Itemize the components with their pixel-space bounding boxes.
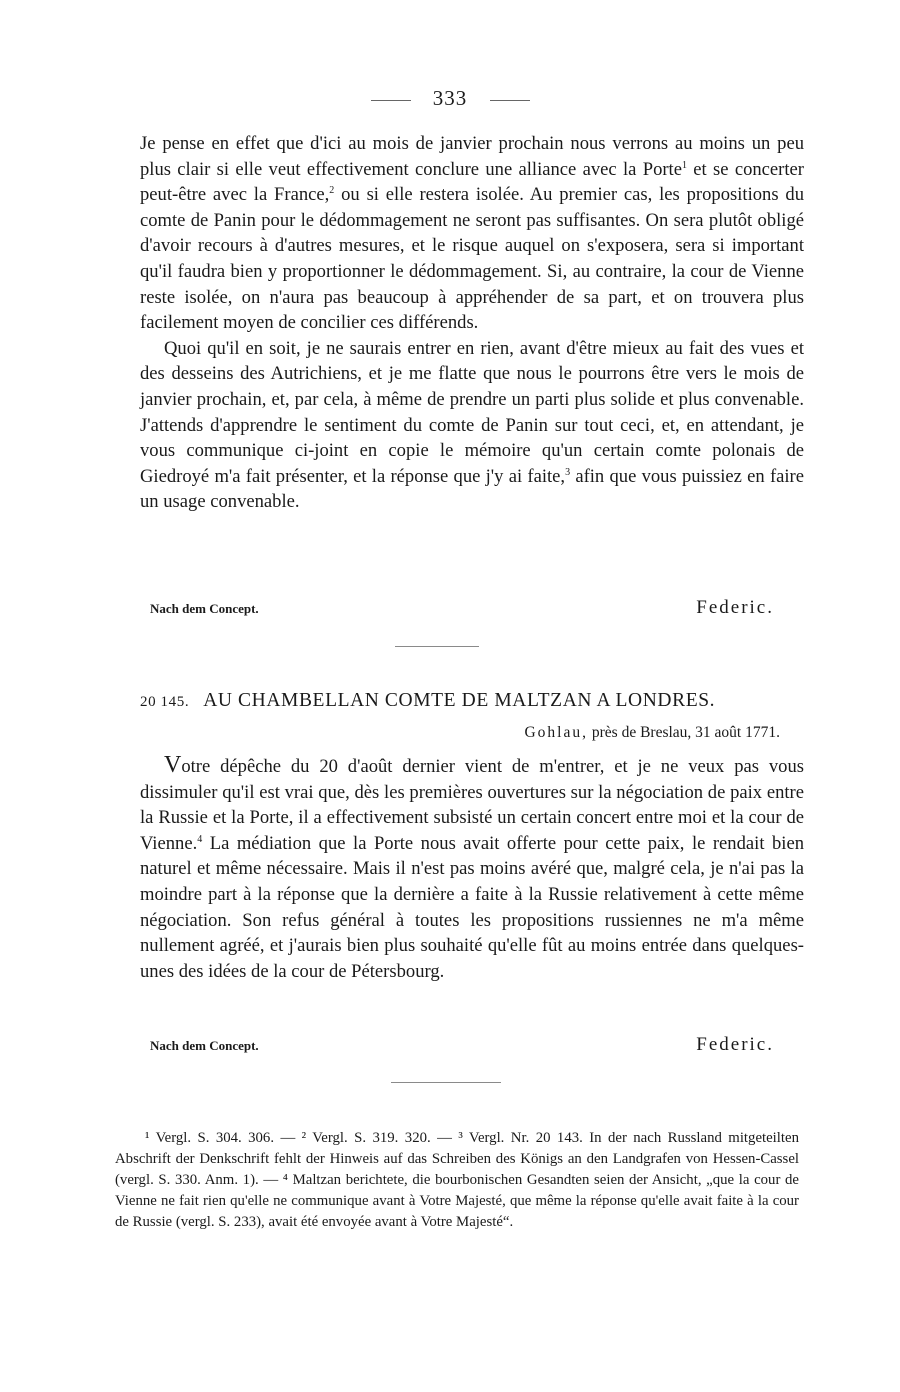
footnotes — [115, 1128, 799, 1233]
letter-2-paragraph-1 — [140, 753, 804, 984]
paragraph-text: otre dépêche du 20 d'août dernier vient de m'entrer, et je ne veux pas vous dissimuler qu'il est vrai que, dès les premières ouvertures sur la négociation de paix entre la Russie et la Porte, il a effectivement subsisté un certain concert entre moi et la cour de Vienne. — [140, 756, 804, 854]
paragraph-text: et se concerter peut-être avec la France, — [140, 158, 804, 206]
letter-2-closing — [140, 1034, 774, 1056]
document-number: 20 145. — [140, 694, 190, 710]
place-name: Gohlau, — [524, 724, 588, 741]
signature: Federic. — [696, 597, 774, 618]
source-note: Nach dem Concept. — [150, 1038, 259, 1053]
section-divider — [395, 646, 479, 647]
header-rule-right — [490, 100, 530, 101]
paragraph-text: Je pense en effet que d'ici au mois de janvier prochain nous verrons au moins un peu plus clair si elle veut effectivement conclure une alliance avec la Porte — [140, 133, 804, 180]
addressee-heading: AU CHAMBELLAN COMTE DE MALTZAN A LONDRES. — [203, 690, 716, 711]
place-date-line — [140, 724, 780, 742]
letter-1-closing — [140, 597, 774, 619]
letter-1-body — [140, 131, 804, 515]
letter-2-body — [140, 753, 804, 984]
footnotes-text: ¹ Vergl. S. 304. 306. — ² Vergl. S. 319. 320. — ³ Vergl. Nr. 20 143. In der nach Russland mitgeteilten Abschrift der Denkschrift fehlt der Hinweis auf das Schreiben des Königs an den Landgrafen von Hessen-Cassel (vergl. S. 330. Anm. 1). — ⁴ Maltzan berichtete, die bourbonischen Gesandten seien der Ansicht, „que la cour de Vienne ne fait rien qu'elle ne communique avant à Votre Majesté, que même la réponse qu'elle avait faite à la cour de Russie (vergl. S. 233), avait été envoyée avant à Votre Majesté“. — [115, 1130, 799, 1230]
footnote-marker-1: 1 — [681, 159, 687, 171]
footnote-marker-3: 3 — [565, 466, 571, 478]
footnote-marker-4: 4 — [197, 833, 203, 845]
letter-1-paragraph-2 — [140, 336, 804, 515]
paragraph-text: ou si elle restera isolée. Au premier cas, les propositions du comte de Panin pour le dédommagement ne seront pas suffisantes. On sera plutôt obligé d'avoir recours à d'autres mesures, et le risque auquel on s'exposera, sera si important qu'il faudra bien y proportionner le dédommagement. Si, au contraire, la cour de Vienne reste isolée, on n'aura pas beaucoup à appréhender de sa part, et on trouvera plus facilement moyen de concilier ces différends. — [140, 184, 804, 334]
initial-letter: V — [164, 752, 182, 778]
footnote-divider — [391, 1082, 501, 1083]
paragraph-text: La médiation que la Porte nous avait offerte pour cette paix, le rendait bien naturel et même nécessaire. Mais il n'est pas moins avéré que, malgré cela, je n'ai pas la moindre part à la réponse que la dernière a faite à la Russie relativement à cette même négociation. Son refus général à toutes les propositions russiennes ne m'a même nullement agréé, et j'aurais bien plus souhaité qu'elle fût au moins entrée dans quelques-unes des idées de la cour de Pétersbourg. — [140, 832, 804, 982]
source-note: Nach dem Concept. — [150, 601, 259, 616]
page-header — [0, 86, 900, 111]
signature: Federic. — [696, 1034, 774, 1055]
letter-1-paragraph-1 — [140, 131, 804, 336]
paragraph-text: Quoi qu'il en soit, je ne saurais entrer en rien, avant d'être mieux au fait des vues et des desseins des Autrichiens, et je me flatte que nous le pourrons être vers le mois de janvier prochain, et, par cela, à même de prendre un parti plus solide et plus convenable. J'attends d'apprendre le sentiment du comte de Panin sur tout ceci, et, en attendant, je vous communique ci-joint en copie le mémoire qu'un certain comte polonais de Giedroyé m'a fait présenter, et la réponse que j'y ai faite, — [140, 337, 804, 487]
date-text: près de Breslau, 31 août 1771. — [591, 724, 780, 741]
footnote-marker-2: 2 — [329, 185, 335, 197]
header-rule-left — [371, 100, 411, 101]
page-number: 333 — [432, 86, 468, 110]
document-heading — [140, 690, 804, 712]
paragraph-text: afin que vous puissiez en faire un usage convenable. — [140, 465, 804, 513]
